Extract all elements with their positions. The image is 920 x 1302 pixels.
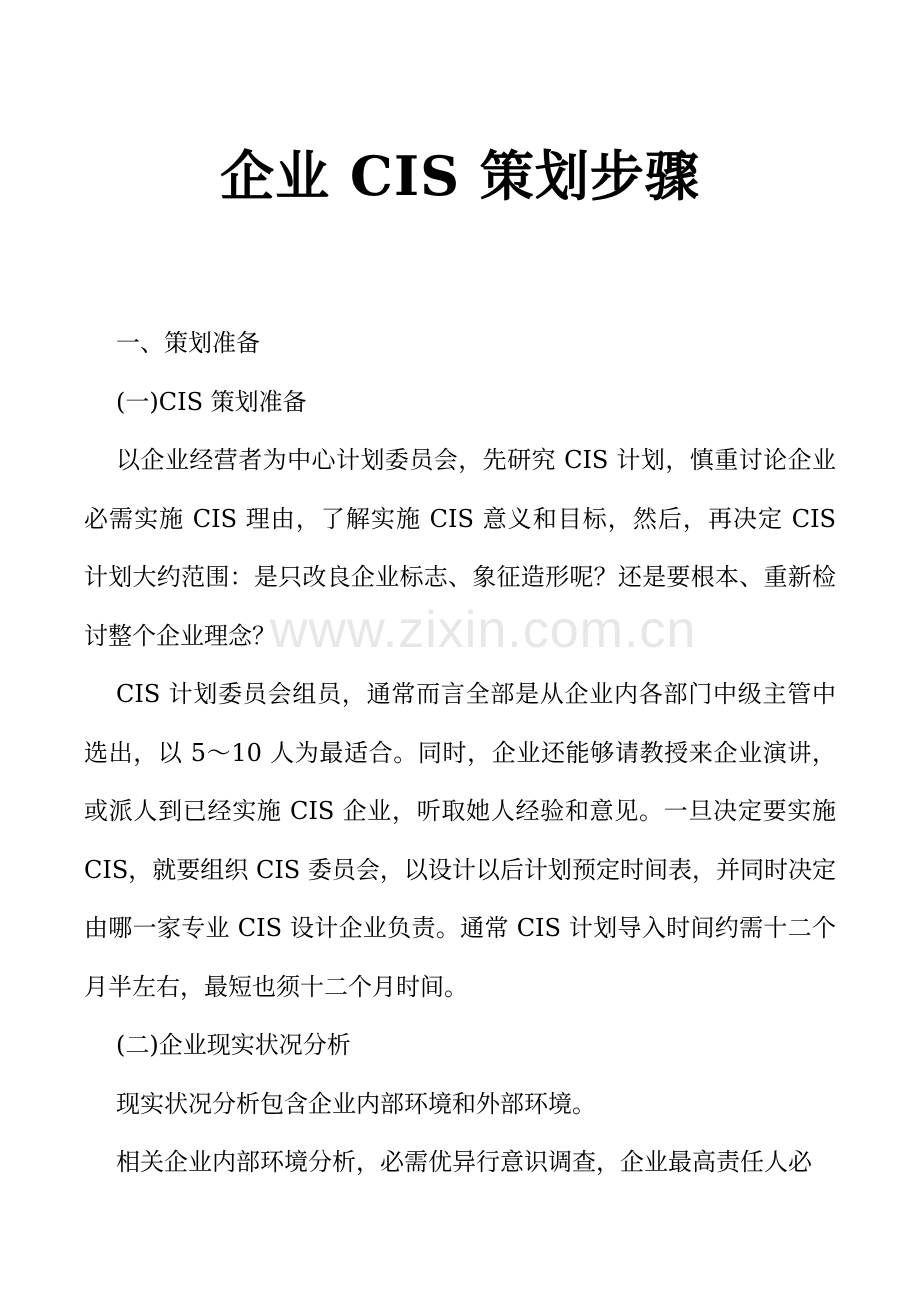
watermark-text: www.zixin.com.cn	[270, 601, 697, 659]
subsection-heading-status-analysis: (二)企业现实状况分析	[116, 1031, 351, 1059]
paragraph-committee: 以企业经营者为中心计划委员会，先研究 CIS 计划，慎重讨论企业必需实施 CIS 理由，了解实施 CIS 意义和目标，然后，再决定 CIS 计划大约范围：是只改良企业标志、象征造形呢？还是要根本、重新检讨整个企业理念？	[84, 446, 836, 650]
paragraph-environment: 现实状况分析包含企业内部环境和外部环境。	[116, 1089, 596, 1118]
subsection-heading-cis-prep: (一)CIS 策划准备	[116, 387, 307, 416]
paragraph-committee-members: CIS 计划委员会组员，通常而言全部是从企业内各部门中级主管中选出，以 5～10 人为最适合。同时，企业还能够请教授来企业演讲，或派人到已经实施 CIS 企业，听取她人经验和意见。一旦决定要实施 CIS，就要组织 CIS 委员会，以设计以后计划预定时间表，并同时决定由哪一家专业 CIS 设计企业负责。通常 CIS 计划导入时间约需十二个月半左右，最短也须十二个月时间。	[84, 680, 836, 1001]
paragraph-internal-analysis: 相关企业内部环境分析，必需优异行意识调查，企业最高责任人必	[116, 1148, 812, 1176]
section-heading-planning-prep: 一、策划准备	[116, 329, 260, 357]
document-body	[84, 314, 836, 1192]
document-title: 企业 CIS 策划步骤	[220, 144, 700, 208]
